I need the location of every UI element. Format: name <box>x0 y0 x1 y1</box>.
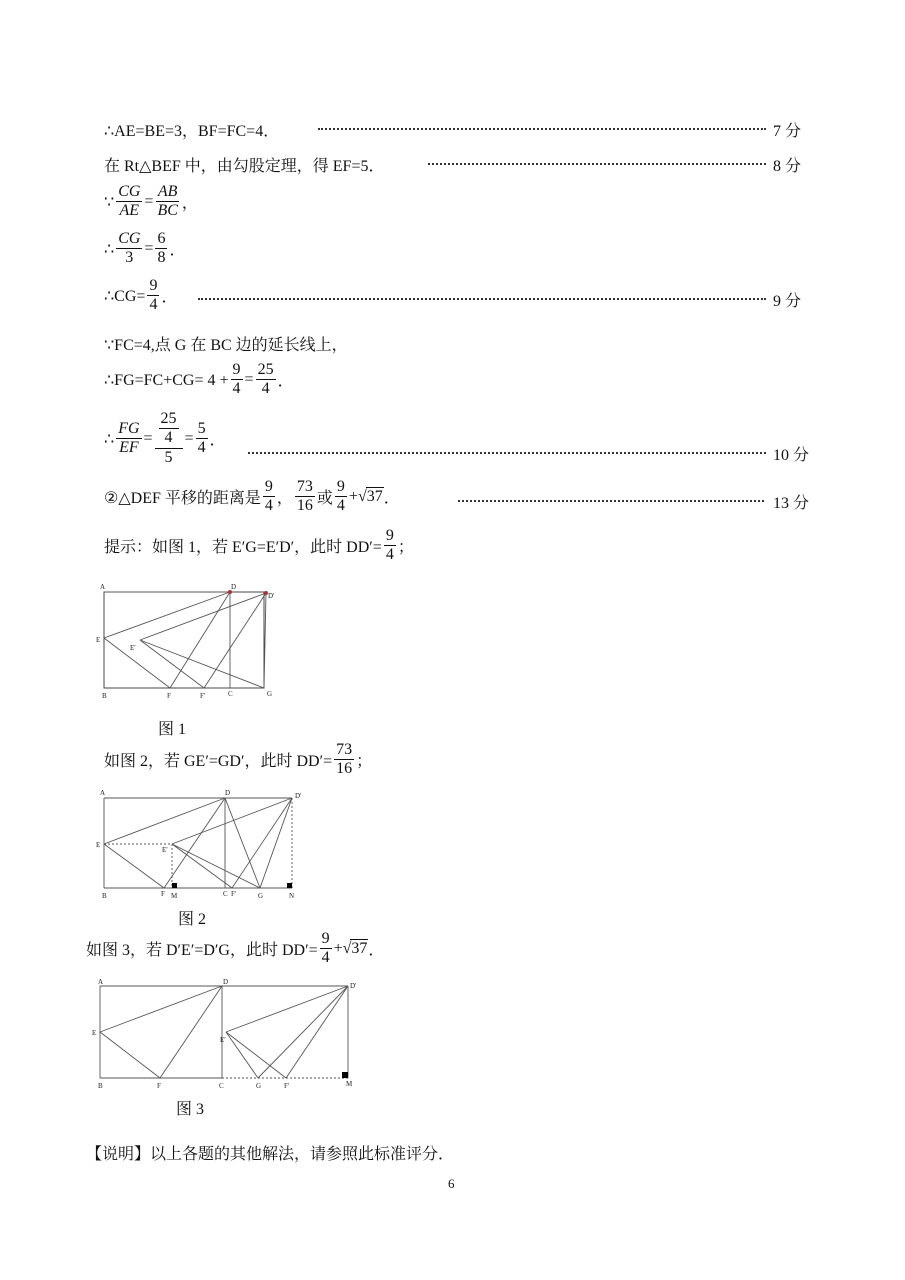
numerator: 9 <box>263 478 275 497</box>
hint-line-3 <box>86 930 384 968</box>
solution-line-7 <box>104 361 294 399</box>
denominator: 3 <box>125 249 134 267</box>
complex-fraction <box>155 410 183 467</box>
numerator: 25 <box>159 410 179 429</box>
score: 7 分 <box>773 123 802 140</box>
text: ． <box>209 432 226 450</box>
denominator: 4 <box>261 380 270 398</box>
segment-gdp <box>260 798 292 888</box>
grading-note <box>86 1141 454 1164</box>
segment-fpdp <box>232 798 292 888</box>
denominator: 8 <box>157 249 166 267</box>
label-d: D <box>225 789 231 797</box>
rectangle-abcg <box>104 592 264 688</box>
dot-leader <box>318 128 766 130</box>
text: 或 <box>316 490 333 508</box>
label-f: F <box>167 692 171 700</box>
text: 提示：如图 1，若 E′G=E′D′，此时 DD′= <box>104 539 382 557</box>
figure-1-caption: 图 1 <box>158 721 187 738</box>
fraction <box>320 930 332 968</box>
dot-leader <box>198 298 766 300</box>
numerator: AB <box>156 183 180 202</box>
text: ∵ <box>104 193 115 211</box>
label-d: D <box>223 978 229 986</box>
numerator: 25 <box>256 361 276 380</box>
segment-ed <box>104 798 225 844</box>
label-g: G <box>256 1082 262 1090</box>
fraction <box>147 277 159 315</box>
solution-line-4 <box>104 230 185 268</box>
label-c: C <box>223 890 228 898</box>
label-d: D <box>231 583 237 591</box>
label-e: E <box>96 636 101 644</box>
segment-epfp <box>172 844 232 888</box>
numerator: 5 <box>196 420 208 439</box>
segment-ef <box>104 844 164 888</box>
denominator: 4 <box>264 497 273 515</box>
text: ∴ <box>104 240 115 258</box>
right-angle-m <box>172 883 177 888</box>
fraction <box>335 478 347 516</box>
denominator: 16 <box>296 497 313 515</box>
score: 13 分 <box>773 495 810 512</box>
label-f: F <box>161 890 165 898</box>
right-angle-n <box>287 883 292 888</box>
segment-dg <box>225 798 260 888</box>
label-m: M <box>171 892 178 900</box>
denominator: 4 <box>164 429 173 447</box>
dot-leader <box>458 500 764 502</box>
text: ∵FC=4,点 G 在 BC 边的延长线上， <box>104 337 348 354</box>
label-a: A <box>98 978 104 986</box>
hint-line-2 <box>104 741 372 779</box>
figure-3-caption: 图 3 <box>176 1101 205 1118</box>
segment-ed <box>104 592 230 638</box>
label-dp: D′ <box>295 792 302 800</box>
text: ∴FG=FC+CG= 4 + <box>104 371 229 389</box>
text: = <box>244 370 254 388</box>
figure-3 <box>90 976 360 1094</box>
label-f: F <box>157 1082 161 1090</box>
fraction <box>155 183 179 221</box>
label-fp: F′ <box>200 692 206 700</box>
fraction <box>263 478 275 516</box>
numerator: 73 <box>334 741 354 760</box>
segment-epdp <box>140 593 266 640</box>
fraction <box>384 527 396 565</box>
label-ep: E′ <box>130 644 136 652</box>
solution-line-1 <box>104 118 279 141</box>
radicand: 37 <box>366 488 383 506</box>
segment-fd <box>160 986 222 1078</box>
label-c: C <box>219 1082 224 1090</box>
segment-epfp <box>226 1032 286 1078</box>
text: = <box>184 429 194 447</box>
label-a: A <box>100 789 106 797</box>
figure-1 <box>92 580 292 700</box>
segment-epg <box>226 1032 258 1078</box>
label-fp: F′ <box>284 1082 290 1090</box>
figure-2-caption: 图 2 <box>178 911 207 928</box>
denominator: 5 <box>164 448 173 466</box>
segment-epdp <box>226 986 348 1032</box>
figure-2 <box>92 788 322 903</box>
denominator: EF <box>119 439 139 457</box>
text: + <box>348 487 358 505</box>
label-a: A <box>100 583 106 591</box>
text: ． <box>161 289 178 307</box>
label-e: E <box>92 1029 97 1037</box>
fraction <box>196 420 208 458</box>
text: 【说明】以上各题的其他解法，请参照此标准评分． <box>86 1146 455 1163</box>
label-g: G <box>258 892 264 900</box>
segment-epdp <box>172 798 292 844</box>
score: 8 分 <box>773 158 802 175</box>
score: 10 分 <box>773 447 810 464</box>
text: = <box>144 192 154 210</box>
text: ∴ <box>104 430 115 448</box>
numerator <box>155 410 183 449</box>
label-b: B <box>102 692 107 700</box>
fraction <box>231 361 243 399</box>
fraction <box>116 183 142 221</box>
fraction <box>116 230 142 268</box>
numerator: 6 <box>155 230 167 249</box>
numerator: 9 <box>320 930 332 949</box>
text: ∴CG= <box>104 287 146 305</box>
fraction <box>295 478 315 516</box>
numerator: CG <box>116 230 142 249</box>
solution-line-2 <box>104 153 384 176</box>
segment-ed <box>100 986 222 1032</box>
text: ， <box>276 490 293 508</box>
numerator: 73 <box>295 478 315 497</box>
text: ∴AE=BE=3，BF=FC=4． <box>104 123 280 140</box>
label-e: E <box>96 841 101 849</box>
text: ； <box>356 753 373 771</box>
segment-epfp <box>140 640 204 688</box>
text: ． <box>368 942 385 960</box>
fraction <box>159 410 179 448</box>
text: 如图 3，若 D′E′=D′G，此时 DD′= <box>86 942 318 960</box>
denominator: 4 <box>385 546 394 564</box>
text: ②△DEF 平移的距离是 <box>104 490 261 508</box>
text: ． <box>169 242 186 260</box>
label-b: B <box>102 892 107 900</box>
numerator: CG <box>116 183 142 202</box>
text: ； <box>397 539 414 557</box>
label-c: C <box>228 690 233 698</box>
sqrt-icon: √ <box>342 939 352 957</box>
label-m: M <box>346 1080 353 1088</box>
label-dp: D′ <box>350 982 357 990</box>
segment-fd <box>170 592 230 688</box>
label-ep: E′ <box>220 1036 226 1044</box>
hint-line-1 <box>104 527 414 565</box>
label-ep: E′ <box>162 846 168 854</box>
label-n: N <box>289 892 295 900</box>
text: ， <box>181 195 198 213</box>
text: 在 Rt△BEF 中，由勾股定理，得 EF=5． <box>104 158 385 175</box>
page-number: 6 <box>448 1176 455 1191</box>
denominator: AE <box>119 202 140 220</box>
segment-epg <box>140 640 264 688</box>
score: 9 分 <box>773 293 802 310</box>
denominator: 4 <box>197 439 206 457</box>
denominator: 4 <box>336 497 345 515</box>
text: = <box>144 239 154 257</box>
right-angle-m <box>342 1072 348 1078</box>
fraction <box>155 230 167 268</box>
dot-leader <box>248 452 766 454</box>
denominator: BC <box>157 202 178 220</box>
numerator: 9 <box>231 361 243 380</box>
label-g: G <box>267 690 273 698</box>
fraction <box>334 741 354 779</box>
denominator: 4 <box>149 296 158 314</box>
segment-fpdp <box>286 986 348 1078</box>
numerator: FG <box>116 420 141 439</box>
radicand: 37 <box>351 940 368 958</box>
text: 如图 2，若 GE′=GD′，此时 DD′= <box>104 753 333 771</box>
denominator: 4 <box>232 380 241 398</box>
segment-gdp <box>258 986 348 1078</box>
label-b: B <box>98 1082 103 1090</box>
numerator: 9 <box>147 277 159 296</box>
solution-line-3 <box>104 183 198 221</box>
solution-line-6 <box>104 332 348 355</box>
text: ． <box>277 373 294 391</box>
fraction <box>256 361 276 399</box>
dot-leader <box>428 163 766 165</box>
denominator: 16 <box>336 760 353 778</box>
label-dp: D′ <box>268 592 275 600</box>
numerator: 9 <box>335 478 347 497</box>
segment-ef <box>100 1032 160 1078</box>
text: = <box>143 429 153 447</box>
sqrt-icon: √ <box>357 487 367 505</box>
solution-line-8 <box>104 410 226 467</box>
segment-ef <box>104 638 170 688</box>
segment-fd <box>164 798 225 888</box>
denominator: 4 <box>321 949 330 967</box>
text: ． <box>383 490 400 508</box>
text: + <box>333 939 343 957</box>
solution-line-5 <box>104 277 177 315</box>
numerator: 9 <box>384 527 396 546</box>
solution-line-9 <box>104 478 400 516</box>
segment-fpdp <box>204 593 266 688</box>
fraction <box>116 420 141 458</box>
label-fp: F′ <box>231 890 237 898</box>
